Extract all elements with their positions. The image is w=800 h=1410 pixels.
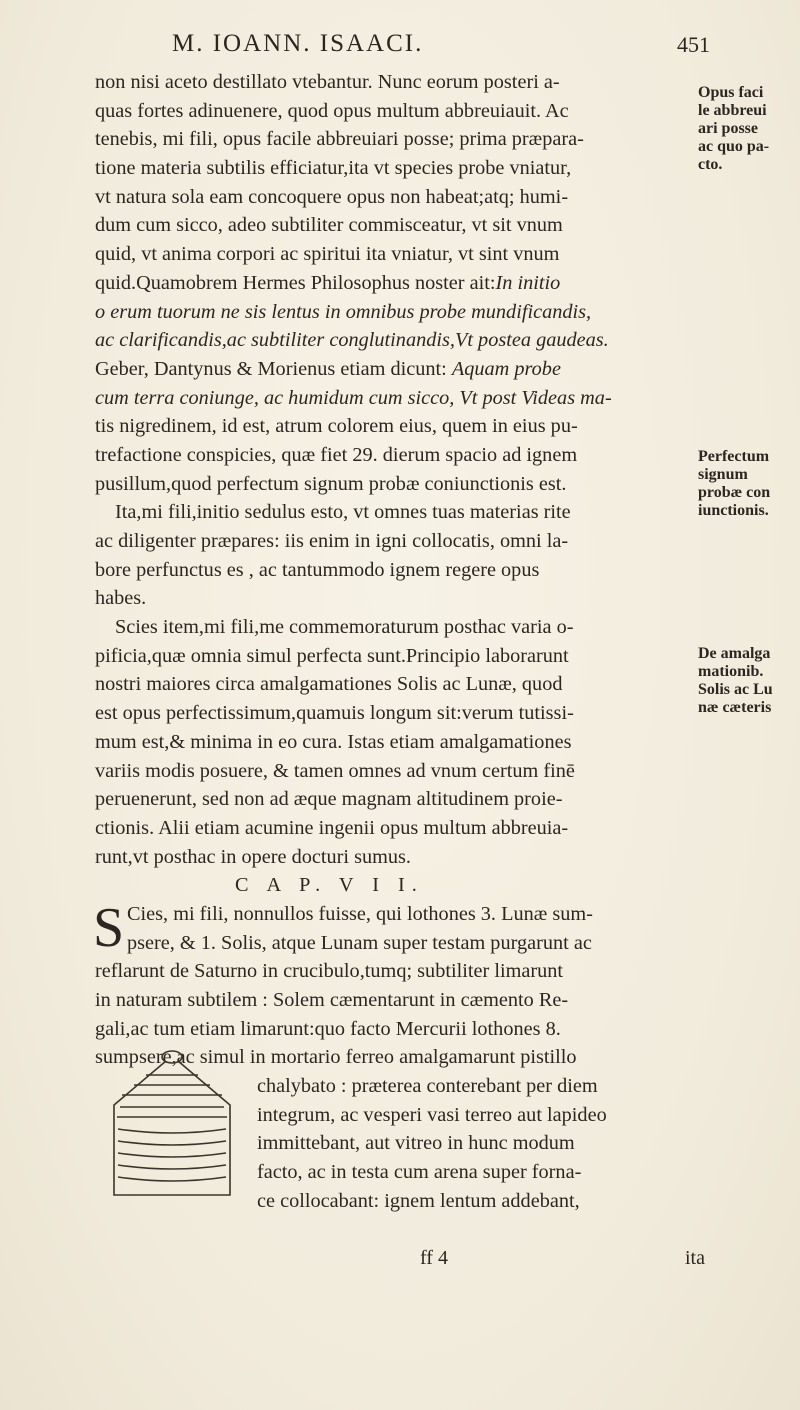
italic-line: ac clarificandis,ac subtiliter conglutinandis,Vt postea gaudeas. xyxy=(95,329,609,352)
text-line: sumpsere,ac simul in mortario ferreo amalgamarunt pistillo xyxy=(95,1046,577,1069)
margin-note-line: Solis ac Lu xyxy=(698,681,773,698)
text-line: gali,ac tum etiam limarunt:quo facto Mercurii lothones 8. xyxy=(95,1017,561,1040)
earthen-vessel-icon xyxy=(92,1045,252,1205)
text-line: habes. xyxy=(95,587,147,610)
margin-note-line: De amalga xyxy=(698,645,771,662)
drop-cap: S xyxy=(93,896,125,959)
margin-note-line: iunctionis. xyxy=(698,502,769,519)
text-line: immittebant, aut vitreo in hunc modum xyxy=(257,1132,575,1155)
page-header xyxy=(150,30,710,70)
margin-note-line: næ cæteris xyxy=(698,699,772,716)
text-line: quas fortes adinuenere, quod opus multum abbreuiauit. Ac xyxy=(95,99,569,122)
text-line: tenebis, mi fili, opus facile abbreuiari posse; prima præpara- xyxy=(95,128,584,151)
text-line: vt natura sola eam concoquere opus non habeat;atq; humi- xyxy=(95,185,569,208)
text-line: integrum, ac vesperi vasi terreo aut lapideo xyxy=(257,1103,607,1126)
catchword: ita xyxy=(685,1247,705,1269)
text-line: reflarunt de Saturno in crucibulo,tumq; subtiliter limarunt xyxy=(95,960,564,983)
italic-line: cum terra coniunge, ac humidum cum sicco, Vt post Videas ma- xyxy=(95,386,612,409)
text-line xyxy=(95,355,693,384)
text-line: nostri maiores circa amalgamationes Solis ac Lunæ, quod xyxy=(95,673,563,696)
margin-note-line: signum xyxy=(698,466,748,483)
signature-mark: ff 4 xyxy=(420,1247,448,1269)
text-line: bore perfunctus es , ac tantummodo ignem regere opus xyxy=(95,558,540,581)
margin-note-line: probæ con xyxy=(698,484,771,501)
text-line xyxy=(95,269,693,298)
page-number: 451 xyxy=(677,32,710,57)
text-line: Scies item,mi fili,me commemoraturum posthac varia o- xyxy=(115,616,574,639)
text-line: peruenerunt, sed non ad æque magnam altitudinem proie- xyxy=(95,788,563,811)
text-line: quid, vt anima corpori ac spiritui ita vniatur, vt sint vnum xyxy=(95,243,560,266)
running-title: M. IOANN. ISAACI. xyxy=(172,30,424,57)
text-segment: Cies, mi fili, nonnullos fuisse, qui lothones 3. Lunæ sum- xyxy=(127,902,593,925)
italic-quote: Aquam probe xyxy=(451,357,561,380)
text-segment: quid.Quamobrem Hermes Philosophus noster ait: xyxy=(95,271,496,294)
margin-note-line: le abbreui xyxy=(698,102,767,119)
margin-note-line: cto. xyxy=(698,156,723,173)
text-line: tis nigredinem, id est, atrum colorem eius, quem in eius pu- xyxy=(95,415,578,438)
text-line: ctionis. Alii etiam acumine ingenii opus multum abbreuia- xyxy=(95,816,569,839)
margin-note-line: ari posse xyxy=(698,120,758,137)
italic-line: o erum tuorum ne sis lentus in omnibus probe mundificandis, xyxy=(95,300,592,323)
margin-note-line: Opus faci xyxy=(698,84,764,101)
text-line: pificia,quæ omnia simul perfecta sunt.Principio laborarunt xyxy=(95,644,569,667)
text-line: mum est,& minima in eo cura. Istas etiam amalgamationes xyxy=(95,730,572,753)
margin-note-line: ac quo pa- xyxy=(698,138,770,155)
text-line: tione materia subtilis efficiatur,ita vt species probe vniatur, xyxy=(95,157,572,180)
text-segment: Geber, Dantynus & Morienus etiam dicunt: xyxy=(95,357,452,380)
text-line: facto, ac in testa cum arena super forna- xyxy=(257,1161,582,1184)
text-line: Ita,mi fili,initio sedulus esto, vt omnes tuas materias rite xyxy=(115,501,571,524)
text-line: trefactione conspicies, quæ fiet 29. dierum spacio ad ignem xyxy=(95,443,578,466)
chapter-heading: C A P. V I I. xyxy=(235,874,424,897)
text-line: runt,vt posthac in opere docturi sumus. xyxy=(95,845,411,868)
text-line: variis modis posuere, & tamen omnes ad vnum certum finē xyxy=(95,759,575,782)
text-line: chalybato : præterea conterebant per diem xyxy=(257,1075,598,1098)
margin-note-opus xyxy=(698,84,798,174)
text-line: est opus perfectissimum,quamuis longum sit:verum tutissi- xyxy=(95,702,574,725)
italic-quote: In initio xyxy=(495,271,561,294)
margin-note-signum xyxy=(698,448,798,520)
page-footer xyxy=(370,1247,730,1277)
text-line: non nisi aceto destillato vtebantur. Nunc eorum posteri a- xyxy=(95,71,560,93)
text-line: ce collocabant: ignem lentum addebant, xyxy=(257,1189,580,1212)
text-line: dum cum sicco, adeo subtiliter commisceatur, vt sit vnum xyxy=(95,214,563,237)
text-line: ac diligenter præpares: iis enim in igni collocatis, omni la- xyxy=(95,530,569,552)
text-line: pusillum,quod perfectum signum probæ coniunctionis est. xyxy=(95,472,567,495)
margin-note-line: mationib. xyxy=(698,663,764,680)
body-text xyxy=(95,68,693,1216)
margin-note-amalgamationibus xyxy=(698,645,798,717)
margin-note-line: Perfectum xyxy=(698,448,770,465)
text-line: in naturam subtilem : Solem cæmentarunt in cæmento Re- xyxy=(95,989,569,1011)
text-line: psere, & 1. Solis, atque Lunam super testam purgarunt ac xyxy=(127,931,592,954)
